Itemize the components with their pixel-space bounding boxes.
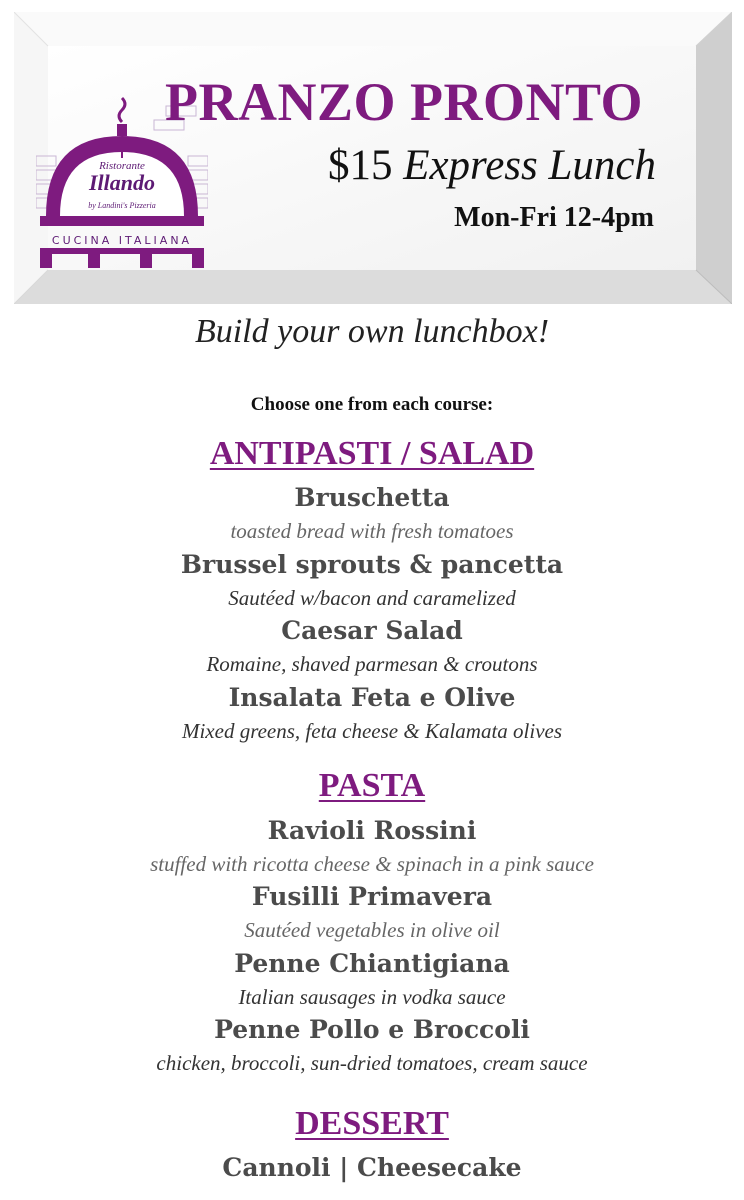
page-title: PRANZO PRONTO — [164, 72, 644, 132]
instruction: Choose one from each course: — [250, 394, 494, 415]
dish-name: Brussel sprouts & pancetta — [180, 550, 564, 579]
logo-line-name: Illando — [88, 170, 156, 195]
dish-name: Ravioli Rossini — [267, 816, 477, 845]
course-heading-pasta: PASTA — [318, 767, 426, 804]
dish-name: Insalata Feta e Olive — [228, 683, 516, 712]
hours-label: Mon-Fri 12-4pm — [454, 202, 654, 233]
dish-description: chicken, broccoli, sun-dried tomatoes, cream sauce — [156, 1051, 588, 1075]
dish-name: Penne Chiantigiana — [234, 949, 510, 978]
dish-name: Cannoli | Cheesecake — [222, 1153, 522, 1182]
dish-description: Romaine, shaved parmesan & croutons — [206, 652, 538, 676]
logo-line-ristorante: Ristorante — [99, 160, 145, 172]
dish-description: Italian sausages in vodka sauce — [238, 985, 506, 1009]
dish-description: stuffed with ricotta cheese & spinach in a pink sauce — [150, 852, 594, 876]
dish-name: Bruschetta — [294, 483, 450, 512]
express-lunch-offer — [328, 140, 656, 192]
dish-name: Caesar Salad — [281, 616, 463, 645]
dish-description: toasted bread with fresh tomatoes — [230, 519, 514, 543]
price-label: $15 — [327, 142, 393, 189]
dish-description: Mixed greens, feta cheese & Kalamata olives — [181, 719, 563, 743]
dish-name: Penne Pollo e Broccoli — [214, 1015, 530, 1044]
logo-line-by: by Landini's Pizzeria — [88, 201, 156, 210]
header-banner — [14, 12, 732, 304]
course-heading-dessert: DESSERT — [295, 1105, 449, 1142]
tagline: Build your own lunchbox! — [194, 313, 550, 350]
offer-label: Express Lunch — [403, 142, 656, 189]
dish-description: Sautéed vegetables in olive oil — [244, 918, 500, 942]
dish-name: Fusilli Primavera — [251, 882, 493, 911]
dish-description: Sautéed w/bacon and caramelized — [228, 586, 516, 610]
course-heading-antipasti: ANTIPASTI / SALAD — [209, 435, 535, 472]
logo-cucina-italiana: CUCINA ITALIANA — [51, 234, 193, 247]
